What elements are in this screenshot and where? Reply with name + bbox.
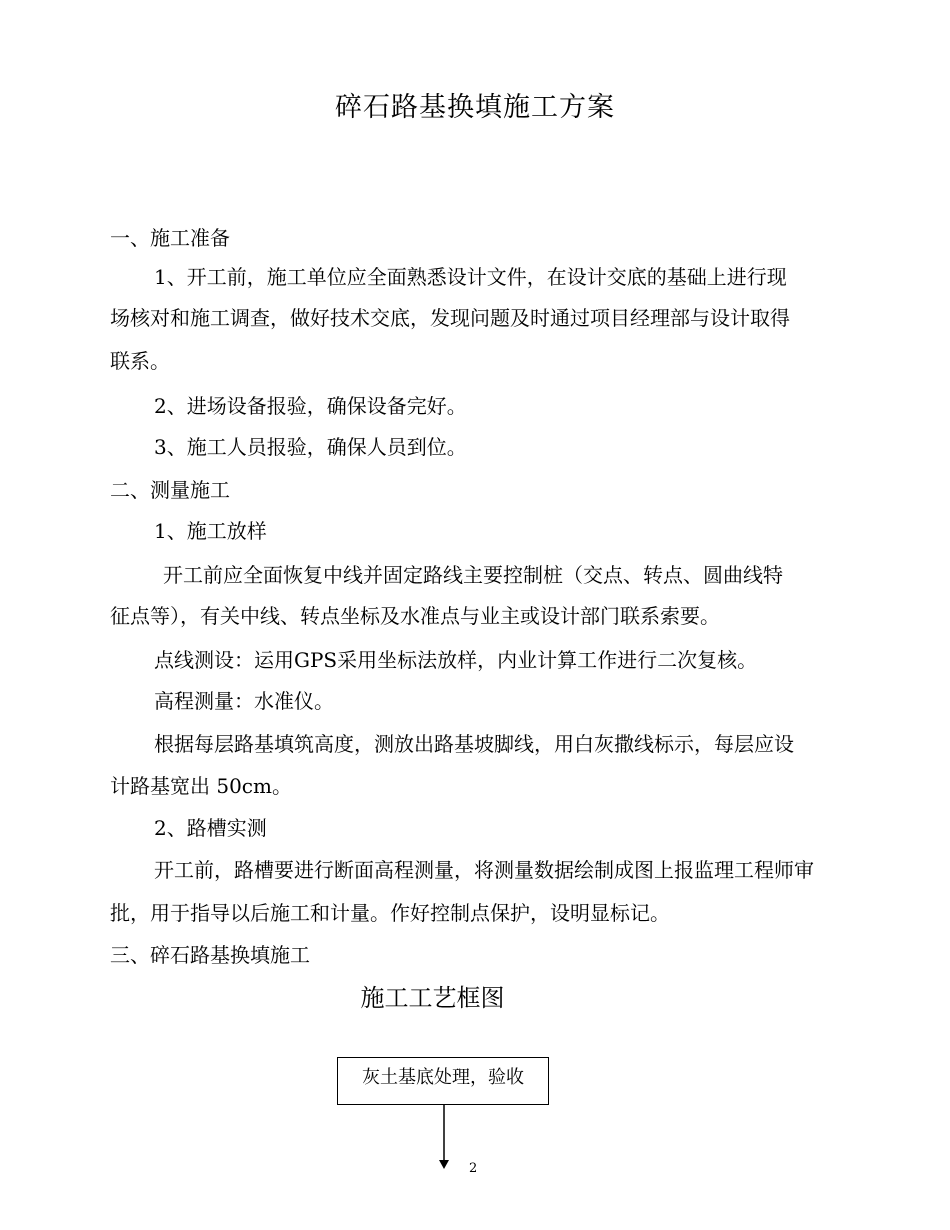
paragraph-line: 征点等），有关中线、转点坐标及水准点与业主或设计部门联系索要。 <box>110 604 720 628</box>
section-heading-1: 一、施工准备 <box>110 226 230 250</box>
paragraph-line: 联系。 <box>110 349 170 373</box>
figure-title: 施工工艺框图 <box>360 984 505 1012</box>
document-title: 碎石路基换填施工方案 <box>335 92 615 123</box>
paragraph-line: 计路基宽出 50cm。 <box>110 774 292 798</box>
paragraph-line: 开工前应全面恢复中线并固定路线主要控制桩（交点、转点、圆曲线特 <box>163 563 783 587</box>
paragraph-line: 1、开工前，施工单位应全面熟悉设计文件，在设计交底的基础上进行现 <box>154 265 787 289</box>
paragraph-line: 3、施工人员报验，确保人员到位。 <box>154 435 467 459</box>
paragraph-line: 场核对和施工调查，做好技术交底，发现问题及时通过项目经理部与设计取得 <box>110 306 790 330</box>
paragraph-line: 批，用于指导以后施工和计量。作好控制点保护，设明显标记。 <box>110 901 670 925</box>
section-heading-3: 三、碎石路基换填施工 <box>110 943 310 967</box>
paragraph-line: 开工前，路槽要进行断面高程测量，将测量数据绘制成图上报监理工程师审 <box>154 858 814 882</box>
paragraph-line: 2、进场设备报验，确保设备完好。 <box>154 394 467 418</box>
subsection-heading: 2、路槽实测 <box>154 816 267 840</box>
page-number: 2 <box>469 1161 478 1176</box>
section-heading-2: 二、测量施工 <box>110 478 230 502</box>
paragraph-line: 点线测设：运用GPS采用坐标法放样，内业计算工作进行二次复核。 <box>154 648 758 672</box>
paragraph-line: 高程测量：水准仪。 <box>154 689 334 713</box>
flowchart-arrow <box>436 1105 452 1171</box>
flowchart-box: 灰土基底处理，验收 <box>337 1057 549 1105</box>
paragraph-line: 根据每层路基填筑高度，测放出路基坡脚线，用白灰撒线标示，每层应设 <box>154 732 794 756</box>
subsection-heading: 1、施工放样 <box>154 519 267 543</box>
